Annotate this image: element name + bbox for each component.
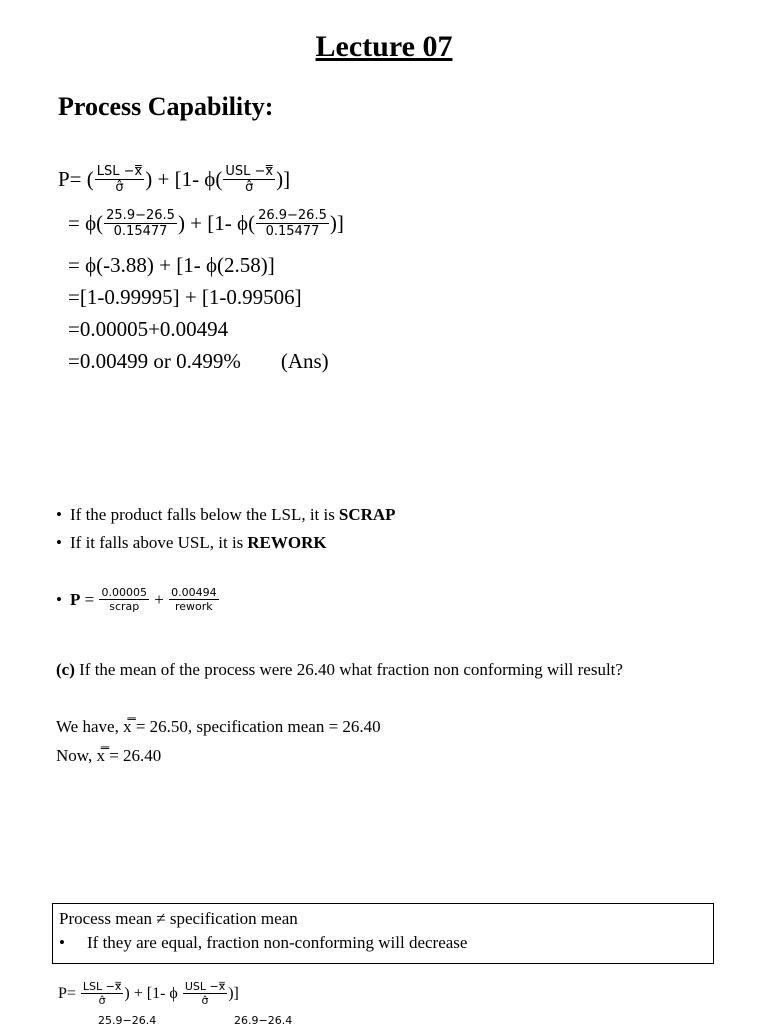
p-formula-rework-numerator: 0.00494 [171, 586, 217, 599]
formula-2-lhs: = ϕ( [68, 211, 104, 235]
p-formula-eq: = [80, 589, 99, 609]
formula-2-fraction-1 [104, 208, 177, 239]
bullet-item-scrap [56, 505, 396, 525]
formula-step-4 [68, 349, 329, 374]
formula-3-fraction-1 [81, 980, 123, 1007]
p-formula-label: P [70, 589, 81, 609]
formula-4-fraction-1-numerator: 25.9−26.4 [98, 1014, 157, 1027]
formula-1-lhs: P= ( [58, 167, 94, 191]
formula-3-fraction-2-denominator: σ̂ [201, 994, 209, 1007]
p-formula-plus: + [149, 589, 169, 609]
bullet-dot-icon: • [56, 533, 62, 552]
formula-2-fraction-2-numerator: 26.9−26.5 [258, 208, 327, 223]
formula-2-fraction-2 [256, 208, 329, 239]
formula-3-fraction-2 [183, 980, 227, 1007]
bullet-text: If the product falls below the LSL, it is [70, 505, 335, 524]
p-formula-scrap-numerator: 0.00005 [101, 586, 147, 599]
formula-2-fraction-2-denominator: 0.15477 [265, 224, 320, 239]
bullet-dot-icon: • [59, 933, 65, 952]
formula-3-fraction-1-denominator: σ̂ [98, 994, 106, 1007]
p-formula [56, 586, 220, 613]
formula-1-fraction-2-denominator: σ̂ [245, 180, 254, 195]
question-text: If the mean of the process were 26.40 what fraction non conforming will result? [74, 660, 623, 679]
note-box-bullet [59, 931, 707, 955]
formula-line-1 [58, 164, 290, 195]
p-formula-rework-denominator: rework [174, 600, 213, 613]
formula-1-fraction-1-denominator: σ̂ [115, 180, 124, 195]
bullet-dot-icon: • [56, 589, 62, 609]
formula-line-2 [68, 208, 344, 239]
question-c [56, 660, 623, 680]
section-heading: Process Capability: [58, 92, 274, 121]
p-formula-fraction-scrap [99, 586, 149, 613]
formula-1-fraction-2 [223, 164, 275, 195]
formula-2-mid: ) + [1- ϕ( [177, 211, 256, 235]
question-label: (c) [56, 660, 75, 679]
formula-1-end: )] [276, 167, 291, 191]
formula-3-lhs: P= [58, 984, 80, 1002]
bullet-dot-icon: • [56, 505, 62, 524]
formula-1-mid: ) + [1- ϕ( [145, 167, 223, 191]
p-formula-fraction-rework [169, 586, 219, 613]
note-box-bullet-text: If they are equal, fraction non-conforming will decrease [87, 933, 468, 952]
formula-line-3 [58, 980, 239, 1007]
formula-2-end: )] [329, 211, 344, 235]
formula-3-fraction-2-numerator: USL −x̿ [184, 980, 226, 993]
formula-4-fraction-2-numerator: 26.9−26.4 [234, 1014, 293, 1027]
answer-label: (Ans) [280, 349, 329, 373]
bullet-bold: SCRAP [338, 505, 396, 524]
formula-step-2: =[1-0.99995] + [1-0.99506] [68, 285, 302, 309]
page-title: Lecture 07 [315, 30, 453, 63]
now-line: Now, x̿ = 26.40 [56, 746, 162, 765]
formula-step-4-text: =0.00499 or 0.499% [68, 349, 241, 373]
note-box [52, 903, 714, 964]
bullet-text: If it falls above USL, it is [70, 533, 244, 552]
note-box-line: Process mean ≠ specification mean [59, 909, 298, 928]
formula-2-fraction-1-denominator: 0.15477 [113, 224, 168, 239]
formula-3-end: )] [228, 984, 239, 1002]
we-have-line: We have, x̿ = 26.50, specification mean = 26.40 [56, 717, 381, 736]
formula-step-3: =0.00005+0.00494 [68, 317, 229, 341]
bullet-bold: REWORK [247, 533, 327, 552]
formula-1-fraction-2-numerator: USL −x̿ [225, 164, 274, 179]
p-formula-scrap-denominator: scrap [109, 600, 140, 613]
formula-1-fraction-1 [95, 164, 144, 195]
formula-3-mid: ) + [1- ϕ [124, 984, 182, 1002]
formula-1-fraction-1-numerator: LSL −x̿ [96, 164, 143, 179]
formula-3-fraction-1-numerator: LSL −x̿ [82, 980, 122, 993]
formula-2-fraction-1-numerator: 25.9−26.5 [106, 208, 175, 223]
bullet-item-rework [56, 533, 327, 553]
formula-step-1: = ϕ(-3.88) + [1- ϕ(2.58)] [68, 253, 275, 277]
